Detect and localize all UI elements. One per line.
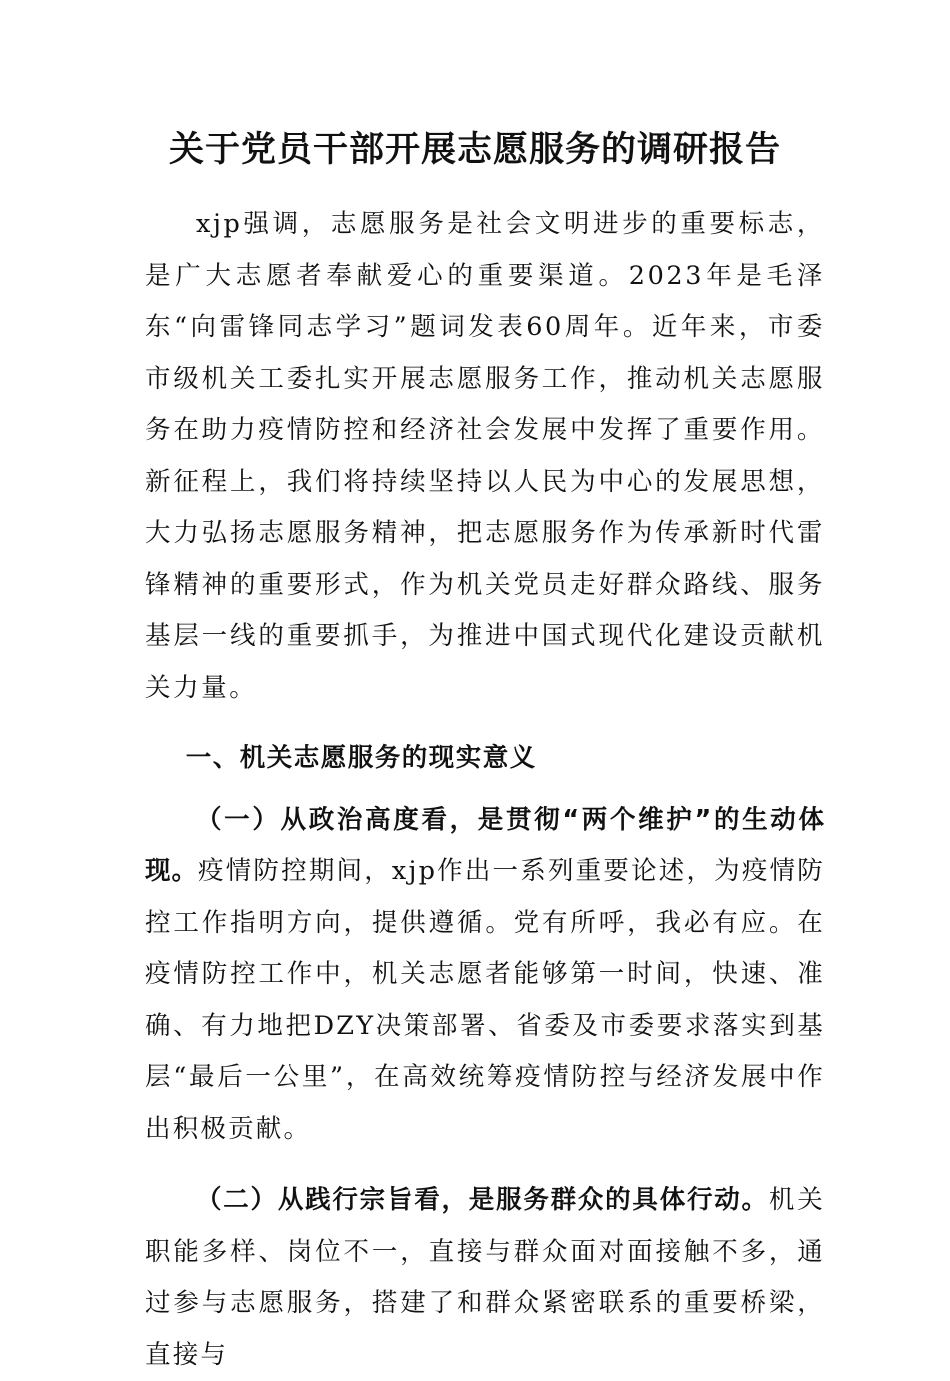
document-title: 关于党员干部开展志愿服务的调研报告 (168, 129, 781, 170)
subsection-paragraph-1 (145, 795, 825, 1156)
section-heading: 一、机关志愿服务的现实意义 (185, 743, 537, 773)
subsection-body-1: 疫情防控期间，xjp作出一系列重要论述，为疫情防控工作指明方向，提供遵循。党有所呼，我必有应。在疫情防控工作中，机关志愿者能够第一时间，快速、准确、有力地把DZY决策部署、省委及市委要求落实到基层“最后一公里”，在高效统筹疫情防控与经济发展中作出积极贡献。 (145, 856, 825, 1144)
subsection-lead-1: （一）从政治高度看，是贯彻“两个维护”的生动体现。 (145, 804, 825, 886)
intro-paragraph: xjp强调，志愿服务是社会文明进步的重要标志，是广大志愿者奉献爱心的重要渠道。2023年是毛泽东“向雷锋同志学习”题词发表60周年。近年来，市委市级机关工委扎实开展志愿服务工作，推动机关志愿服务在助力疫情防控和经济社会发展中发挥了重要作用。新征程上，我们将持续坚持以人民为中心的发展思想，大力弘扬志愿服务精神，把志愿服务作为传承新时代雷锋精神的重要形式，作为机关党员走好群众路线、服务基层一线的重要抓手，为推进中国式现代化建设贡献机关力量。 (145, 209, 825, 703)
subsection-paragraph-2 (145, 1175, 825, 1381)
paragraph-gap (145, 1155, 825, 1175)
document-body (145, 199, 825, 1381)
subsection-lead-2: （二）从践行宗旨看，是服务群众的具体行动。 (196, 1185, 769, 1215)
subsection-body-2: 机关职能多样、岗位不一，直接与群众面对面接触不多，通过参与志愿服务，搭建了和群众紧密联系的重要桥梁，直接与 (145, 1185, 825, 1370)
